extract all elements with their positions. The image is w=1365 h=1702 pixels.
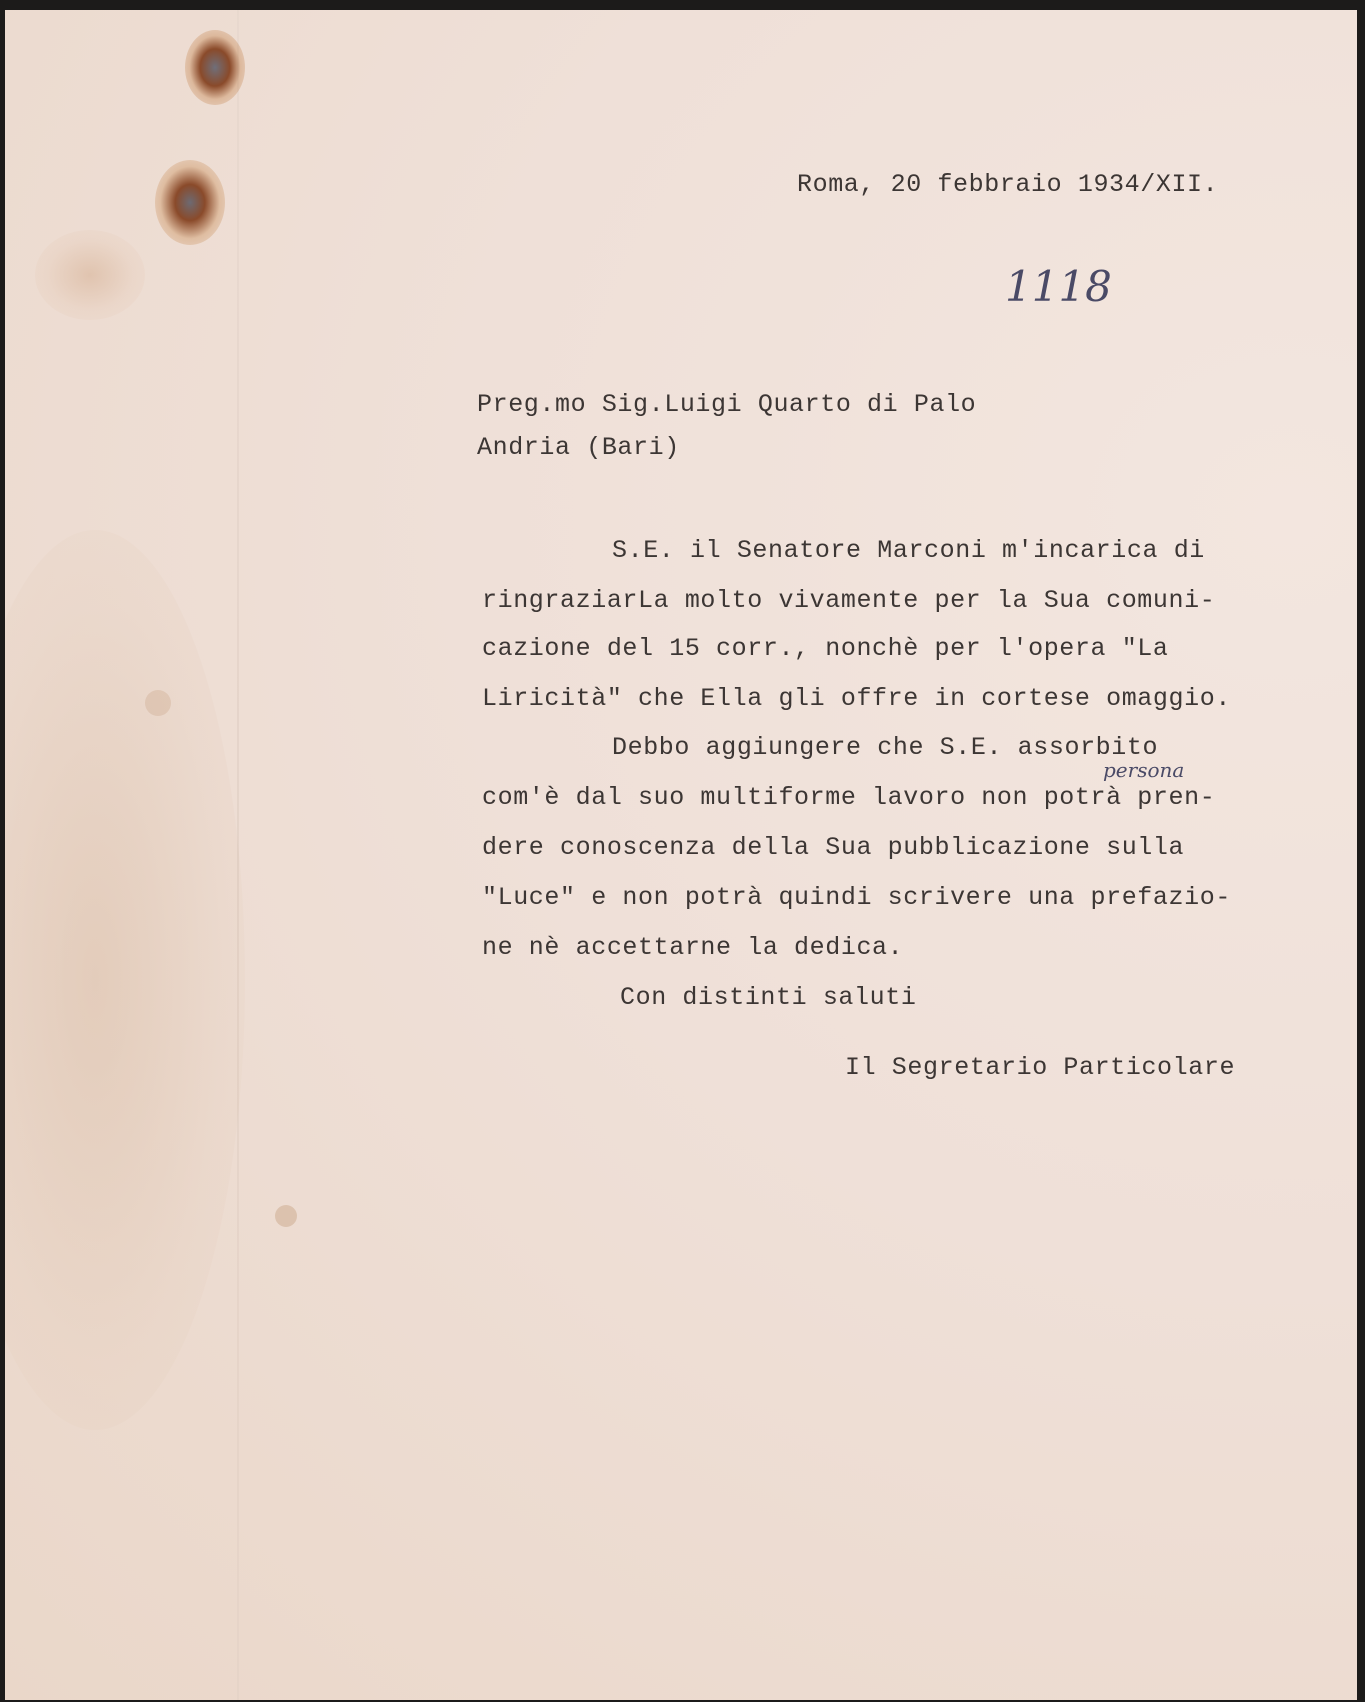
archive-number: 1118 — [1005, 262, 1112, 311]
rust-stain-middle — [155, 160, 225, 245]
body-line-4: Liricità" che Ella gli offre in cortese omaggio. — [482, 684, 1231, 713]
date-line: Roma, 20 febbraio 1934/XII. — [797, 170, 1219, 199]
handwritten-insert: persona — [1103, 758, 1185, 782]
closing-greeting: Con distinti saluti — [620, 983, 917, 1012]
addressee-line-1: Preg.mo Sig.Luigi Quarto di Palo — [477, 390, 977, 419]
letter-sheet — [5, 10, 1357, 1700]
spot-small-2 — [145, 690, 171, 716]
water-stain-upper-left — [35, 230, 145, 320]
rust-stain-top — [185, 30, 245, 105]
body-line-9: ne nè accettarne la dedica. — [482, 933, 904, 962]
signature-title: Il Segretario Particolare — [845, 1053, 1236, 1082]
addressee-line-2: Andria (Bari) — [477, 433, 680, 462]
paper-fold-line — [237, 10, 239, 1700]
body-line-1: S.E. il Senatore Marconi m'incarica di — [612, 536, 1205, 565]
body-line-3: cazione del 15 corr., nonchè per l'opera "La — [482, 634, 1169, 663]
body-line-7: dere conoscenza della Sua pubblicazione sulla — [482, 833, 1185, 862]
body-line-6: com'è dal suo multiforme lavoro non potrà pren- — [482, 783, 1216, 812]
body-line-2: ringraziarLa molto vivamente per la Sua comuni- — [482, 586, 1216, 615]
spot-small-1 — [275, 1205, 297, 1227]
body-line-5: Debbo aggiungere che S.E. assorbito — [612, 733, 1159, 762]
water-stain-left-band — [5, 530, 245, 1430]
body-line-8: "Luce" e non potrà quindi scrivere una prefazio- — [482, 883, 1231, 912]
